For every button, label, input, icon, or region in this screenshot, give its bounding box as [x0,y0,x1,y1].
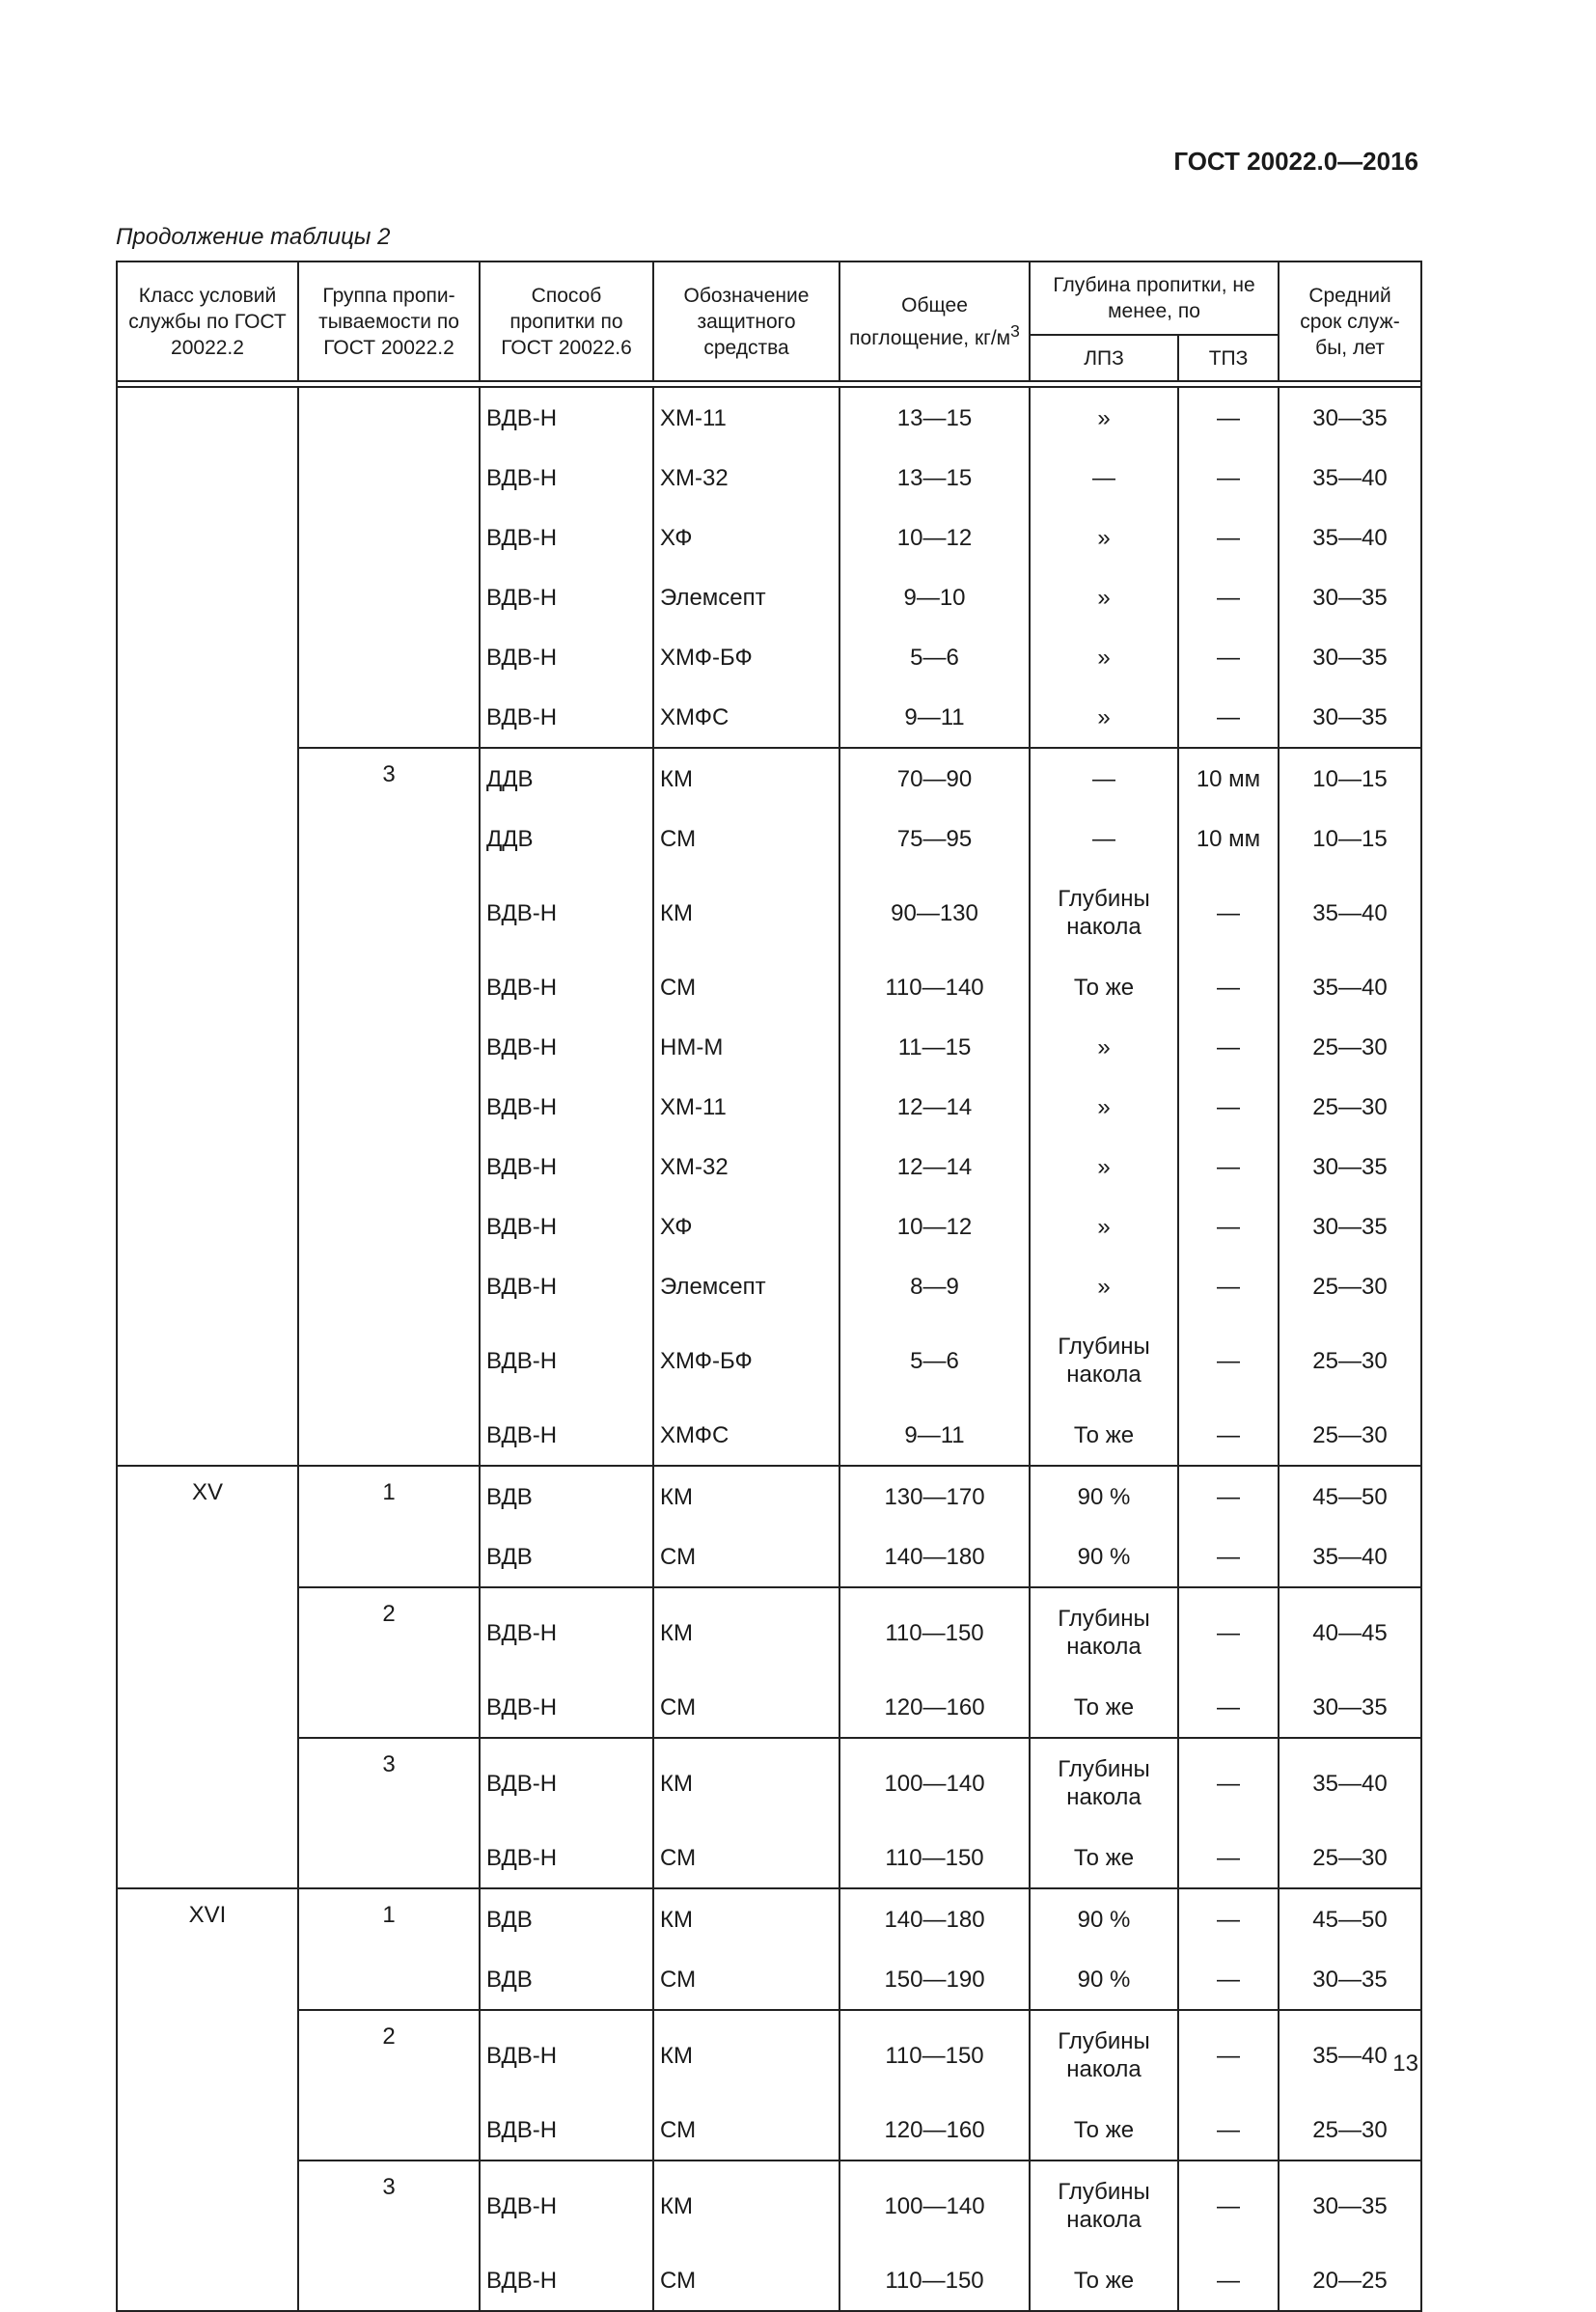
cell-life: 40—45 [1279,1587,1421,1677]
cell-depth-lpz: » [1030,1256,1178,1316]
cell-depth-lpz: Глубины накола [1030,868,1178,957]
cell-agent: КМ [653,2161,839,2250]
cell-depth-tpz: — [1178,1888,1279,1949]
cell-depth-lpz: 90 % [1030,1466,1178,1527]
cell-service-class [117,1949,298,2010]
cell-service-class [117,1405,298,1466]
cell-service-class [117,1137,298,1197]
cell-impregnation-group: 1 [298,1466,480,1527]
table-row [117,2161,1421,2250]
cell-service-class: XVI [117,1888,298,1949]
table-caption: Продолжение таблицы 2 [116,224,391,250]
cell-life: 35—40 [1279,2010,1421,2100]
cell-depth-lpz: Глубины накола [1030,1587,1178,1677]
cell-method: ВДВ-Н [480,2010,653,2100]
cell-absorption: 110—150 [839,2250,1030,2311]
cell-depth-lpz: То же [1030,1405,1178,1466]
cell-method: ВДВ-Н [480,687,653,748]
table-body [117,387,1421,2311]
cell-method: ВДВ-Н [480,1256,653,1316]
cell-service-class [117,1077,298,1137]
cell-depth-lpz: То же [1030,2250,1178,2311]
cell-depth-lpz: » [1030,627,1178,687]
cell-service-class [117,1256,298,1316]
cell-method: ВДВ-Н [480,2100,653,2161]
cell-impregnation-group [298,1405,480,1466]
table-row [117,1017,1421,1077]
cell-method: ВДВ-Н [480,567,653,627]
cell-absorption: 110—150 [839,1828,1030,1888]
cell-depth-lpz: » [1030,387,1178,448]
cell-agent: ХМФС [653,1405,839,1466]
cell-life: 10—15 [1279,748,1421,809]
cell-absorption: 110—150 [839,1587,1030,1677]
cell-agent: ХФ [653,508,839,567]
cell-depth-tpz: — [1178,1738,1279,1828]
cell-depth-lpz: » [1030,508,1178,567]
cell-impregnation-group [298,627,480,687]
cell-service-class [117,2250,298,2311]
cell-life: 30—35 [1279,387,1421,448]
table-row [117,1466,1421,1527]
cell-depth-tpz: — [1178,1949,1279,2010]
cell-service-class [117,2161,298,2250]
cell-life: 25—30 [1279,1828,1421,1888]
cell-life: 35—40 [1279,957,1421,1017]
cell-impregnation-group [298,1017,480,1077]
cell-method: ВДВ-Н [480,1405,653,1466]
cell-life: 10—15 [1279,809,1421,868]
cell-agent: СМ [653,2100,839,2161]
header-agent: Обозначение защитного средства [653,261,839,381]
cell-impregnation-group [298,1677,480,1738]
cell-agent: ХМ-11 [653,1077,839,1137]
cell-absorption: 12—14 [839,1077,1030,1137]
cell-method: ВДВ-Н [480,1316,653,1405]
cell-agent: ХМ-11 [653,387,839,448]
cell-life: 30—35 [1279,627,1421,687]
cell-agent: ХФ [653,1197,839,1256]
cell-impregnation-group [298,387,480,448]
cell-depth-tpz: — [1178,1677,1279,1738]
header-life: Средний срок служ-бы, лет [1279,261,1421,381]
cell-method: ВДВ-Н [480,1587,653,1677]
table-header [117,261,1421,387]
cell-life: 25—30 [1279,1316,1421,1405]
cell-depth-lpz: То же [1030,957,1178,1017]
cell-service-class [117,387,298,448]
cell-impregnation-group [298,1197,480,1256]
cell-absorption: 75—95 [839,809,1030,868]
cell-method: ВДВ-Н [480,1738,653,1828]
cell-absorption: 5—6 [839,627,1030,687]
cell-impregnation-group [298,1077,480,1137]
cell-agent: ХМФ-БФ [653,1316,839,1405]
cell-life: 45—50 [1279,1888,1421,1949]
cell-depth-lpz: » [1030,1077,1178,1137]
cell-absorption: 9—11 [839,1405,1030,1466]
cell-service-class [117,448,298,508]
cell-depth-lpz: То же [1030,1828,1178,1888]
cell-service-class [117,957,298,1017]
cell-depth-lpz: » [1030,1137,1178,1197]
cell-impregnation-group: 3 [298,2161,480,2250]
cell-service-class [117,687,298,748]
table-row [117,567,1421,627]
cell-absorption: 13—15 [839,448,1030,508]
page-number: 13 [1392,2051,1418,2077]
cell-method: ВДВ-Н [480,1137,653,1197]
cell-impregnation-group [298,508,480,567]
cell-depth-tpz: 10 мм [1178,809,1279,868]
cell-depth-lpz: Глубины накола [1030,2010,1178,2100]
cell-impregnation-group: 2 [298,1587,480,1677]
cell-impregnation-group [298,687,480,748]
cell-absorption: 13—15 [839,387,1030,448]
cell-absorption: 12—14 [839,1137,1030,1197]
cell-depth-tpz: — [1178,2250,1279,2311]
cell-impregnation-group [298,1949,480,2010]
table-row [117,1256,1421,1316]
cell-absorption: 9—11 [839,687,1030,748]
cell-service-class [117,1738,298,1828]
cell-agent: КМ [653,748,839,809]
table-row [117,508,1421,567]
cell-agent: НМ-М [653,1017,839,1077]
cell-service-class [117,809,298,868]
cell-depth-tpz: — [1178,1137,1279,1197]
table-row [117,957,1421,1017]
table-row [117,1527,1421,1587]
cell-depth-tpz: — [1178,448,1279,508]
cell-method: ВДВ-Н [480,2250,653,2311]
cell-method: ВДВ-Н [480,2161,653,2250]
cell-absorption: 70—90 [839,748,1030,809]
cell-agent: КМ [653,1738,839,1828]
header-impregnation-group: Группа пропи-тываемости по ГОСТ 20022.2 [298,261,480,381]
cell-impregnation-group [298,1527,480,1587]
cell-impregnation-group [298,1828,480,1888]
cell-agent: ХМ-32 [653,448,839,508]
cell-agent: СМ [653,957,839,1017]
cell-depth-lpz: 90 % [1030,1888,1178,1949]
cell-depth-lpz: Глубины накола [1030,2161,1178,2250]
cell-method: ВДВ [480,1466,653,1527]
cell-absorption: 8—9 [839,1256,1030,1316]
cell-agent: ХМФС [653,687,839,748]
cell-agent: СМ [653,1527,839,1587]
table-row [117,1828,1421,1888]
cell-absorption: 5—6 [839,1316,1030,1405]
cell-impregnation-group [298,448,480,508]
cell-depth-tpz: — [1178,687,1279,748]
table-row [117,1137,1421,1197]
cell-service-class [117,1197,298,1256]
header-method: Способ пропитки по ГОСТ 20022.6 [480,261,653,381]
cell-life: 30—35 [1279,567,1421,627]
cell-depth-tpz: — [1178,1405,1279,1466]
cell-depth-tpz: — [1178,567,1279,627]
header-service-class: Класс условий службы по ГОСТ 20022.2 [117,261,298,381]
cell-depth-lpz: » [1030,567,1178,627]
cell-method: ВДВ [480,1949,653,2010]
cell-life: 35—40 [1279,508,1421,567]
table-row [117,1077,1421,1137]
cell-method: ВДВ-Н [480,1017,653,1077]
cell-depth-lpz: » [1030,1197,1178,1256]
cell-life: 35—40 [1279,868,1421,957]
cell-impregnation-group [298,868,480,957]
cell-absorption: 120—160 [839,2100,1030,2161]
cell-service-class [117,1587,298,1677]
cell-depth-tpz: — [1178,1316,1279,1405]
cell-absorption: 10—12 [839,1197,1030,1256]
cell-service-class [117,748,298,809]
table-row [117,1405,1421,1466]
cell-depth-lpz: Глубины накола [1030,1316,1178,1405]
cell-depth-tpz: 10 мм [1178,748,1279,809]
cell-service-class [117,567,298,627]
cell-depth-tpz: — [1178,2010,1279,2100]
cell-depth-tpz: — [1178,1017,1279,1077]
cell-depth-tpz: — [1178,387,1279,448]
table-row [117,387,1421,448]
cell-depth-tpz: — [1178,627,1279,687]
cell-method: ВДВ-Н [480,1828,653,1888]
cell-depth-tpz: — [1178,868,1279,957]
cell-impregnation-group: 3 [298,748,480,809]
cell-agent: КМ [653,1466,839,1527]
header-absorption-text: Общее поглощение, кг/м [849,293,1011,349]
header-absorption-sup: 3 [1010,320,1020,341]
cell-depth-lpz: » [1030,687,1178,748]
cell-life: 35—40 [1279,1527,1421,1587]
cell-absorption: 110—140 [839,957,1030,1017]
cell-impregnation-group: 2 [298,2010,480,2100]
header-depth-tpz: ТПЗ [1178,335,1279,381]
table-row [117,687,1421,748]
cell-agent: СМ [653,1677,839,1738]
cell-absorption: 100—140 [839,1738,1030,1828]
cell-depth-lpz: То же [1030,2100,1178,2161]
cell-absorption: 100—140 [839,2161,1030,2250]
cell-impregnation-group [298,1316,480,1405]
cell-impregnation-group [298,1137,480,1197]
cell-agent: ХМФ-БФ [653,627,839,687]
cell-absorption: 11—15 [839,1017,1030,1077]
cell-impregnation-group [298,957,480,1017]
header-absorption [839,261,1030,381]
cell-life: 35—40 [1279,448,1421,508]
table-row [117,627,1421,687]
cell-life: 30—35 [1279,1137,1421,1197]
cell-depth-lpz: — [1030,809,1178,868]
cell-agent: СМ [653,2250,839,2311]
table-row [117,868,1421,957]
cell-life: 30—35 [1279,687,1421,748]
table-row [117,1587,1421,1677]
cell-depth-tpz: — [1178,2161,1279,2250]
cell-service-class [117,627,298,687]
cell-life: 25—30 [1279,1017,1421,1077]
table-row [117,1316,1421,1405]
cell-life: 30—35 [1279,2161,1421,2250]
cell-absorption: 90—130 [839,868,1030,957]
cell-service-class [117,508,298,567]
cell-depth-lpz: 90 % [1030,1527,1178,1587]
cell-life: 30—35 [1279,1677,1421,1738]
cell-absorption: 140—180 [839,1527,1030,1587]
cell-service-class [117,2100,298,2161]
cell-service-class: XV [117,1466,298,1527]
cell-service-class [117,2010,298,2100]
cell-depth-tpz: — [1178,1197,1279,1256]
cell-agent: Элемсепт [653,567,839,627]
cell-life: 25—30 [1279,1405,1421,1466]
cell-method: ВДВ [480,1888,653,1949]
table-row [117,1197,1421,1256]
cell-absorption: 9—10 [839,567,1030,627]
cell-agent: КМ [653,868,839,957]
cell-life: 25—30 [1279,2100,1421,2161]
cell-depth-tpz: — [1178,1256,1279,1316]
cell-absorption: 130—170 [839,1466,1030,1527]
cell-life: 30—35 [1279,1949,1421,2010]
document-id: ГОСТ 20022.0—2016 [1173,147,1418,176]
cell-agent: СМ [653,809,839,868]
cell-depth-lpz: — [1030,448,1178,508]
cell-impregnation-group [298,1256,480,1316]
cell-agent: Элемсепт [653,1256,839,1316]
cell-depth-tpz: — [1178,508,1279,567]
table-row [117,2010,1421,2100]
cell-method: ВДВ-Н [480,868,653,957]
cell-method: ДДВ [480,809,653,868]
table-row [117,1949,1421,2010]
cell-depth-tpz: — [1178,1527,1279,1587]
cell-method: ВДВ-Н [480,387,653,448]
cell-method: ВДВ-Н [480,448,653,508]
header-depth: Глубина пропитки, не менее, по [1030,261,1279,335]
cell-method: ВДВ-Н [480,957,653,1017]
cell-service-class [117,1316,298,1405]
cell-depth-lpz: — [1030,748,1178,809]
cell-method: ВДВ-Н [480,1677,653,1738]
cell-depth-tpz: — [1178,1587,1279,1677]
cell-life: 25—30 [1279,1256,1421,1316]
cell-depth-tpz: — [1178,2100,1279,2161]
cell-life: 20—25 [1279,2250,1421,2311]
cell-absorption: 120—160 [839,1677,1030,1738]
cell-agent: СМ [653,1828,839,1888]
cell-method: ВДВ-Н [480,1197,653,1256]
table-row [117,748,1421,809]
cell-life: 30—35 [1279,1197,1421,1256]
cell-method: ВДВ [480,1527,653,1587]
cell-impregnation-group: 3 [298,1738,480,1828]
cell-life: 45—50 [1279,1466,1421,1527]
cell-agent: КМ [653,1587,839,1677]
table-row [117,2250,1421,2311]
cell-depth-lpz: То же [1030,1677,1178,1738]
data-table [116,261,1422,2312]
cell-impregnation-group [298,809,480,868]
cell-depth-tpz: — [1178,1466,1279,1527]
cell-absorption: 150—190 [839,1949,1030,2010]
cell-depth-tpz: — [1178,1077,1279,1137]
table-row [117,1738,1421,1828]
cell-method: ВДВ-Н [480,508,653,567]
cell-life: 25—30 [1279,1077,1421,1137]
cell-absorption: 10—12 [839,508,1030,567]
cell-agent: ХМ-32 [653,1137,839,1197]
cell-impregnation-group [298,2100,480,2161]
cell-service-class [117,868,298,957]
cell-depth-lpz: » [1030,1017,1178,1077]
cell-impregnation-group [298,2250,480,2311]
cell-service-class [117,1677,298,1738]
cell-method: ДДВ [480,748,653,809]
table-row [117,1888,1421,1949]
cell-life: 35—40 [1279,1738,1421,1828]
cell-method: ВДВ-Н [480,627,653,687]
table-row [117,448,1421,508]
cell-service-class [117,1828,298,1888]
cell-depth-tpz: — [1178,957,1279,1017]
header-depth-lpz: ЛПЗ [1030,335,1178,381]
cell-agent: КМ [653,2010,839,2100]
cell-impregnation-group [298,567,480,627]
cell-absorption: 110—150 [839,2010,1030,2100]
cell-depth-lpz: 90 % [1030,1949,1178,2010]
table-row [117,2100,1421,2161]
cell-depth-tpz: — [1178,1828,1279,1888]
cell-impregnation-group: 1 [298,1888,480,1949]
cell-agent: КМ [653,1888,839,1949]
cell-method: ВДВ-Н [480,1077,653,1137]
cell-service-class [117,1527,298,1587]
cell-agent: СМ [653,1949,839,2010]
table-row [117,1677,1421,1738]
cell-absorption: 140—180 [839,1888,1030,1949]
table-row [117,809,1421,868]
cell-service-class [117,1017,298,1077]
cell-depth-lpz: Глубины накола [1030,1738,1178,1828]
